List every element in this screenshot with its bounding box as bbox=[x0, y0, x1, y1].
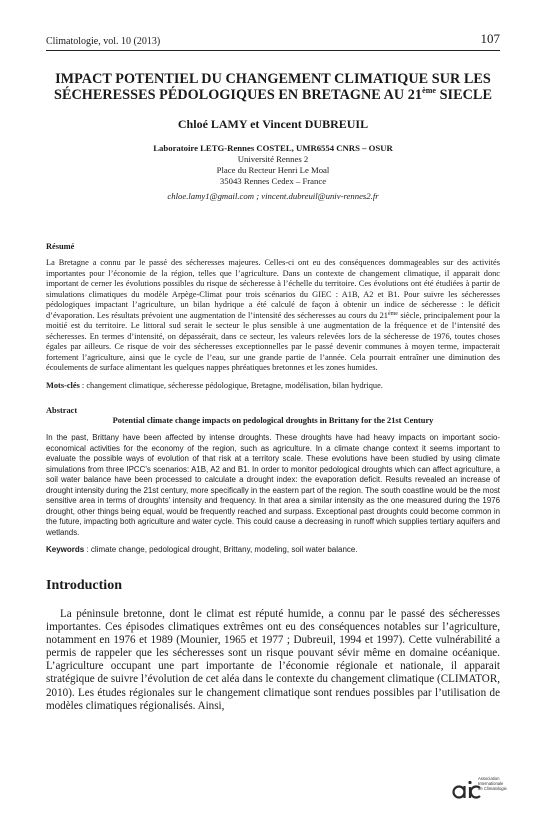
journal-citation: Climatologie, vol. 10 (2013) bbox=[46, 36, 161, 47]
title-line-2 bbox=[46, 87, 500, 103]
author-emails[interactable]: chloe.lamy1@gmail.com ; vincent.dubreuil@univ-rennes2.fr bbox=[167, 191, 379, 201]
title-line-2-text: SÉCHERESSES PÉDOLOGIQUES EN BRETAGNE AU 21 bbox=[54, 87, 423, 103]
resume-heading: Résumé bbox=[46, 242, 75, 251]
logo-i-dot bbox=[468, 781, 471, 784]
title-line-2-end: SIECLE bbox=[436, 87, 492, 103]
mots-cles-list: : changement climatique, sécheresse pédologique, Bretagne, modélisation, bilan hydrique. bbox=[79, 380, 383, 390]
abstract-text: In the past, Brittany have been affected by intense droughts. These droughts have had heavy impacts on important socio-economical activities for the economy of the region, such as agriculture. In a climate change context it seems important to evaluate the possible ways of evolution of that risk at a territory scale. These evolutions have been studied by using climate simulations from three IPCC’s scenarios: A1B, A2 and B1. In order to monitor pedological droughts which can affect agriculture, a soil water balance have been processed to calculate a drought index: the evaporation deficit. Results revealed an increase of drought intensity during the 21st century, more specifically in the eastern part of the region. The south coastline would be the most sensitive area in terms of droughts’ intensity and frequency. In that area a similar intensity as the one measured during the 1976 drought, other things being equal, would be frequently reached and surpass. Exceptional past droughts could become common in the future, impacting both agriculture and water cycle. This could cause a decreasing in runoff which supplies tertiary aquifers and wetlands. bbox=[46, 433, 500, 537]
mots-cles bbox=[46, 381, 500, 392]
logo-caption-line-3: de Climatologie bbox=[478, 786, 507, 791]
logo-caption-line-2: Internationale bbox=[478, 781, 504, 786]
page-number: 107 bbox=[480, 31, 500, 46]
introduction-heading: Introduction bbox=[46, 578, 122, 593]
title-line-1: IMPACT POTENTIEL DU CHANGEMENT CLIMATIQUE SUR LES bbox=[55, 71, 491, 87]
affiliation bbox=[46, 143, 500, 202]
keywords-label: Keywords bbox=[46, 545, 85, 554]
mots-cles-label: Mots-clés bbox=[46, 380, 80, 390]
abstract-title: Potential climate change impacts on pedological droughts in Brittany for the 21st Century bbox=[112, 416, 434, 425]
affiliation-lab: Laboratoire LETG-Rennes COSTEL, UMR6554 CNRS – OSUR bbox=[153, 143, 393, 153]
article-title bbox=[46, 71, 500, 103]
resume-superscript: ème bbox=[387, 310, 398, 317]
affiliation-city: 35043 Rennes Cedex – France bbox=[219, 176, 327, 186]
logo-caption-line-1: Association bbox=[478, 776, 500, 781]
logo-caption bbox=[478, 776, 507, 791]
affiliation-university: Université Rennes 2 bbox=[237, 154, 309, 164]
abstract-heading: Abstract bbox=[46, 406, 78, 415]
affiliation-street: Place du Recteur Henri Le Moal bbox=[216, 165, 330, 175]
logo-a-bowl bbox=[454, 787, 465, 798]
running-header bbox=[46, 31, 500, 51]
title-superscript: ème bbox=[422, 86, 437, 95]
introduction-text: La péninsule bretonne, dont le climat est réputé humide, a connu par le passé des sécheresses importantes. Ces épisodes climatiques extrêmes ont eu des conséquences notables sur l’agriculture, notamment en 1976 et 1989 (Mounier, 1965 et 1977 ; Dubreuil, 1994 et 1997). Cette vulnérabilité a permis de rappeler que les sécheresses sont un risque pouvant sévir même en domaine océanique. L’agriculture occupant une part importante de l’économie régionale et nationale, il apparait stratégique de suivre l’évolution de cet aléa dans le contexte du changement climatique (CLIMATOR, 2010). Les études régionales sur le changement climatique sont rendues possibles par l’utilisation de modèles climatiques régionalisés. Ainsi, bbox=[46, 608, 500, 712]
resume-text bbox=[46, 258, 500, 374]
keywords bbox=[46, 545, 500, 554]
keywords-list: : climate change, pedological drought, Brittany, modeling, soil water balance. bbox=[86, 545, 358, 554]
resume-text-part-1: La Bretagne a connu par le passé des sécheresses majeures. Celles-ci ont eu des conséquences dommageables sur des activités importantes pour l’économie de la région, telles que l’agriculture. Dans un contexte de changement climatique, il apparait donc important de cerner les évolutions possibles du risque de sécheresse à l’échelle du territoire. Ces évolutions ont été étudiées à partir de simulations climatiques du modèle Arpège-Climat pour trois scénarios du GIEC : A1B, A2 et B1. Pour suivre les sécheresses pédologiques impactant l’agriculture, un bilan hydrique a été calculé de façon à obtenir un indice de sécheresse : le déficit d’évaporation. Les résultats prévoient une augmentation de l’intensité des sécheresses au cours du 21 bbox=[46, 258, 500, 320]
paper-page bbox=[46, 0, 500, 713]
resume-text-part-2: siècle, principalement pour la moitié est du territoire. Le littoral sud serait le secteur le plus sensible à une augmentation de la fréquence et de l’intensité des sécheresses. En termes d’intensité, on dépassérait, dans ce secteur, les valeurs relevées lors de la sécheresse de 1976, toutes choses égales par ailleurs. Ce risque de voir des sécheresses exceptionnelles par le passé devenir communes à moyen terme, impacterait fortement l’agriculture, ainsi que le cycle de l’eau, sur une grande partie de l’année. Cela pourrait entraîner une diminution des écoulements de surface alimentant les quelques nappes phréatiques bretonnes et les zones humides. bbox=[46, 310, 501, 372]
authors: Chloé LAMY et Vincent DUBREUIL bbox=[177, 117, 369, 131]
